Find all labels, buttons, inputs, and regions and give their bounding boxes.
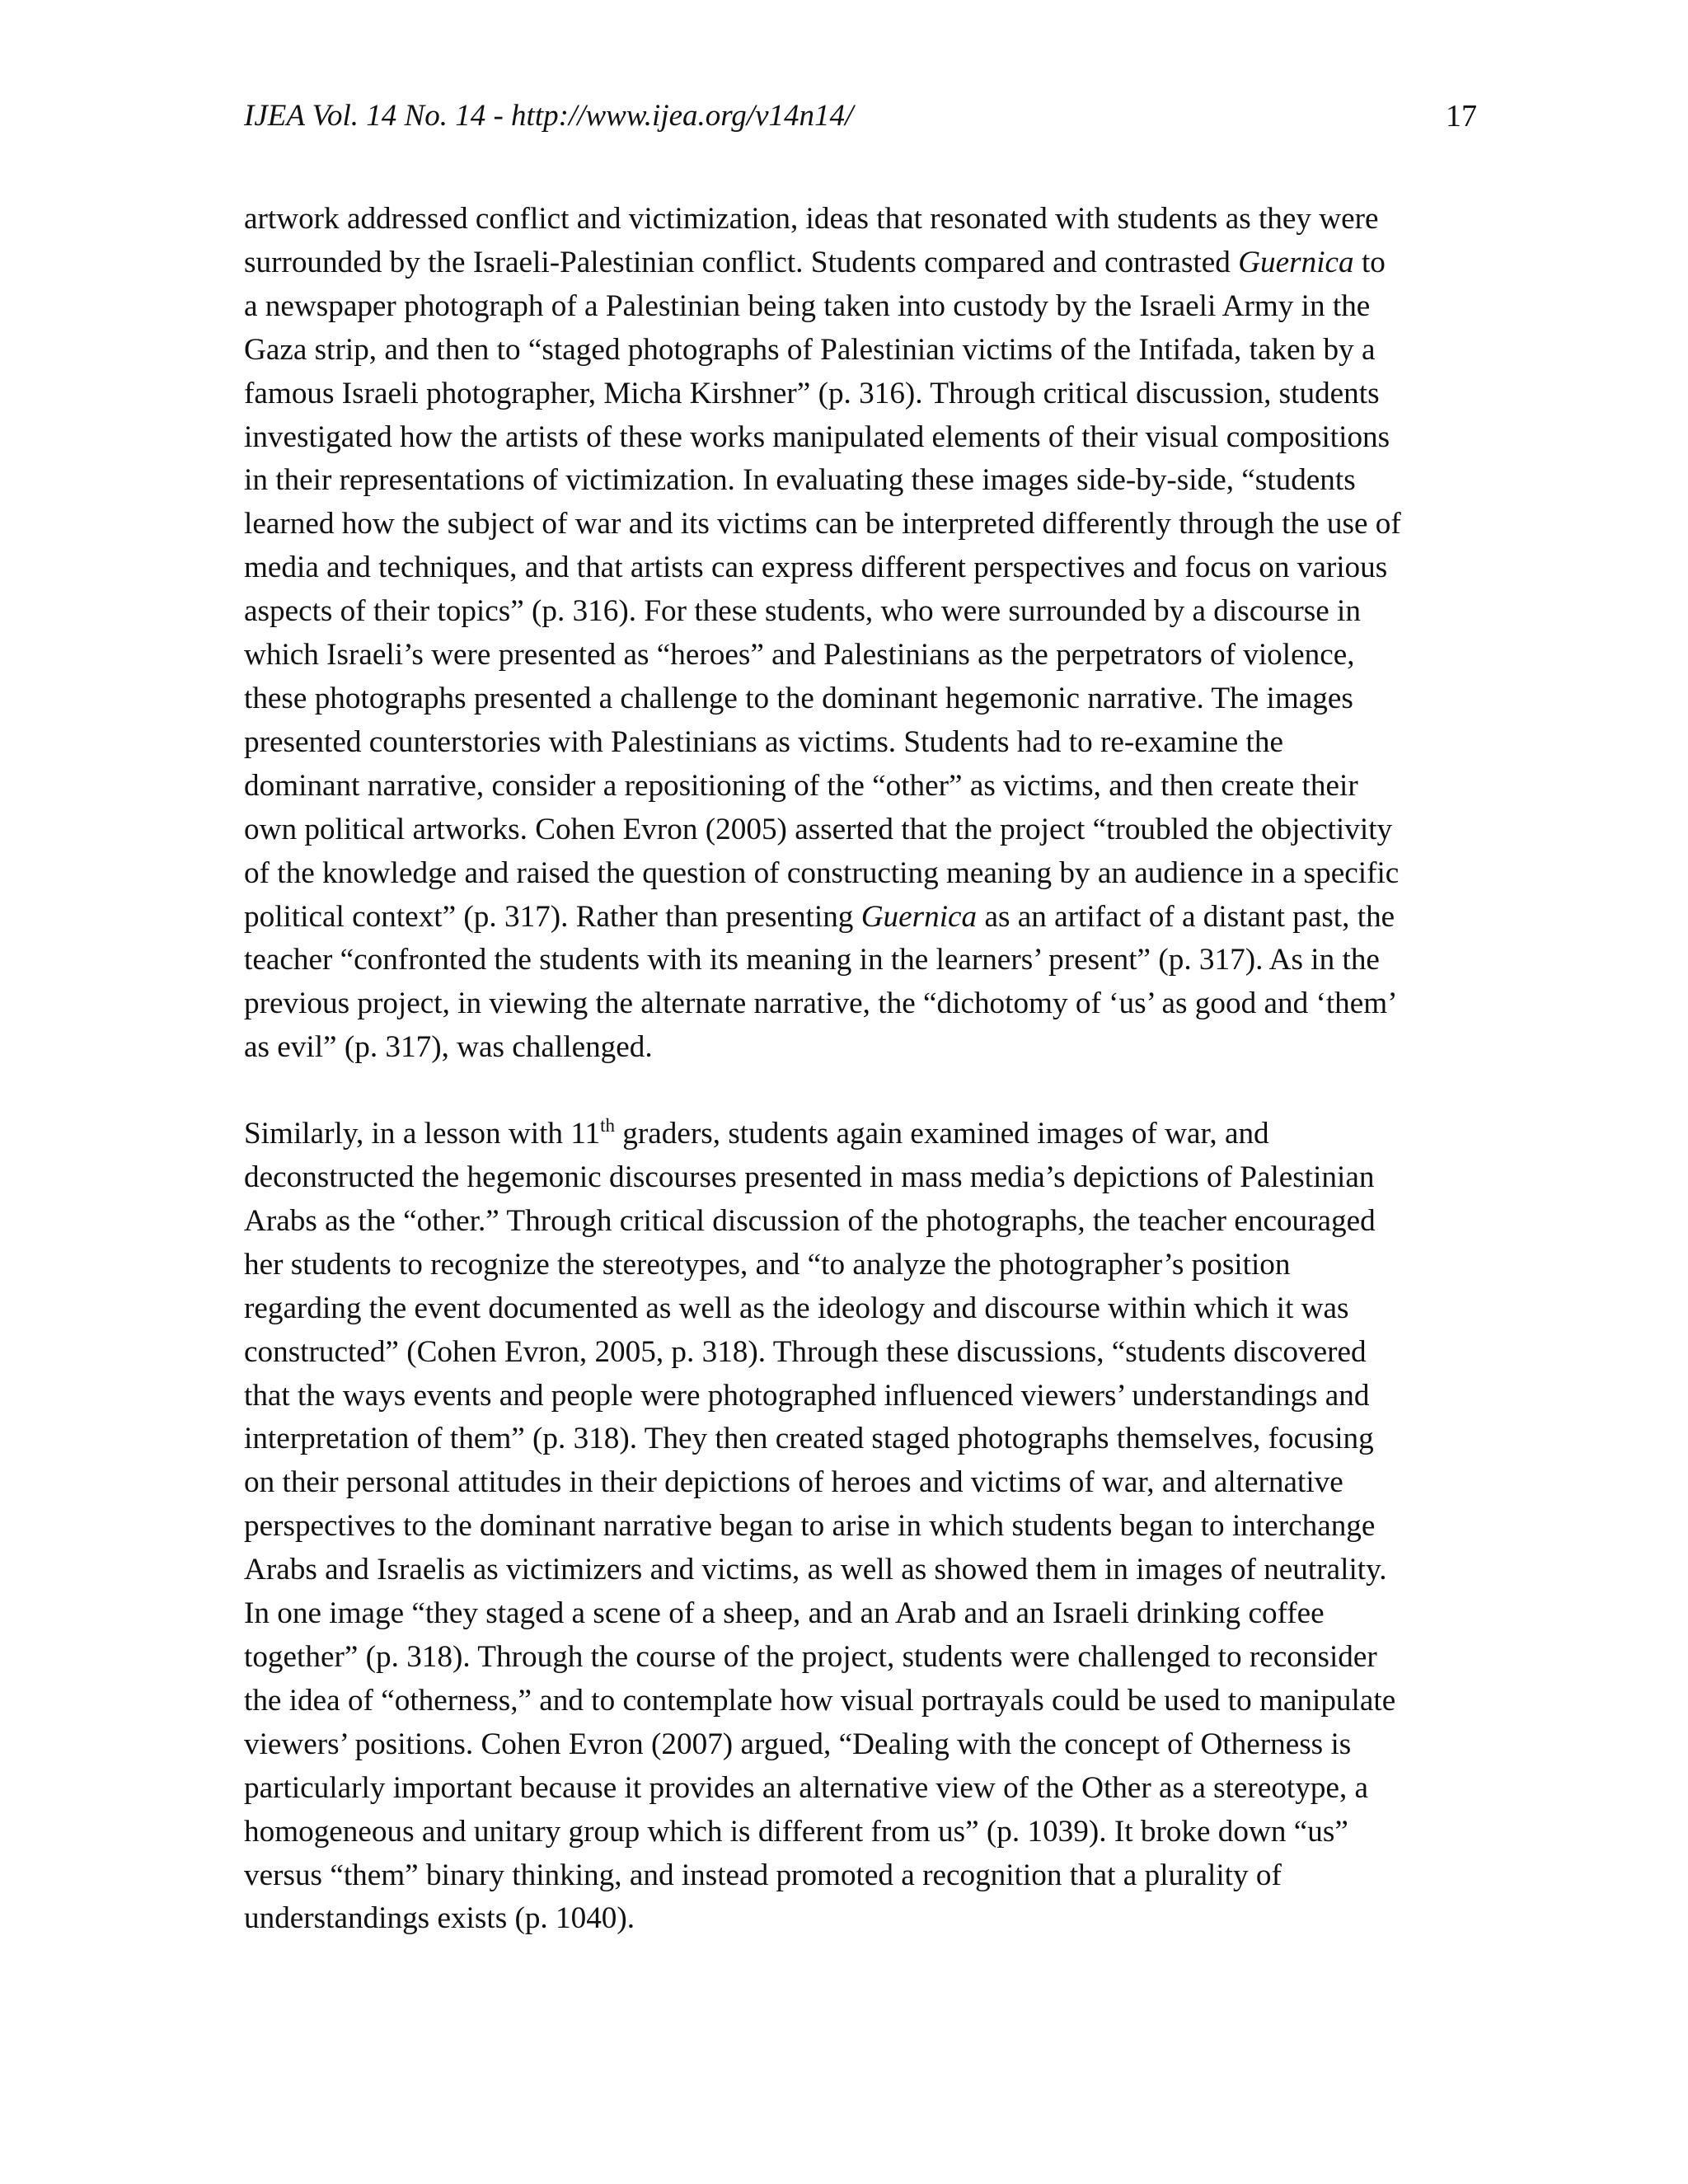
text-line [244, 1636, 1505, 1680]
text-line [244, 1287, 1505, 1331]
text-line [244, 1505, 1505, 1549]
line-text: political context” (p. 317). Rather than presenting [244, 899, 861, 934]
text-line [244, 808, 1505, 852]
text-line [244, 198, 1505, 241]
line-text: as evil” (p. 317), was challenged. [244, 1030, 653, 1065]
line-text: constructed” (Cohen Evron, 2005, p. 318). Through these discussions, “students discovered [244, 1334, 1367, 1369]
line-text: which Israeli’s were presented as “heroes” and Palestinians as the perpetrators of violence, [244, 638, 1355, 673]
text-line [244, 590, 1505, 634]
line-text: media and techniques, and that artists can express different perspectives and focus on various [244, 551, 1388, 585]
text-line [244, 1113, 1505, 1156]
text-line [244, 1026, 1505, 1070]
ordinal-superscript: th [600, 1115, 615, 1137]
line-text: Similarly, in a lesson with 11 [244, 1117, 601, 1151]
text-line [244, 1156, 1505, 1200]
text-line [244, 1244, 1505, 1287]
line-text: that the ways events and people were photographed influenced viewers’ understandings and [244, 1378, 1370, 1413]
text-line [244, 1375, 1505, 1418]
text-line [244, 503, 1505, 546]
line-text: investigated how the artists of these works manipulated elements of their visual compositions [244, 419, 1390, 454]
text-line [244, 765, 1505, 808]
line-text: artwork addressed conflict and victimization, ideas that resonated with students as they were [244, 202, 1379, 236]
text-line [244, 634, 1505, 677]
paragraph [244, 198, 1505, 1070]
line-text: own political artworks. Cohen Evron (2005) asserted that the project “troubled the objectivity [244, 812, 1393, 846]
text-line [244, 1897, 1505, 1941]
text-line [244, 373, 1505, 416]
text-line [244, 1767, 1505, 1811]
text-line [244, 285, 1505, 329]
text-line [244, 1549, 1505, 1592]
line-text: homogeneous and unitary group which is different from us” (p. 1039). It broke down “us” [244, 1814, 1348, 1849]
line-text: on their personal attitudes in their depictions of heroes and victims of war, and alternative [244, 1465, 1343, 1500]
text-line [244, 416, 1505, 460]
text-line [244, 896, 1505, 940]
text-line [244, 939, 1505, 982]
line-text: teacher “confronted the students with its meaning in the learners’ present” (p. 317). As in the [244, 943, 1380, 977]
journal-citation: IJEA Vol. 14 No. 14 - http://www.ijea.org/v14n14/ [244, 99, 854, 133]
line-text: as an artifact of a distant past, the [977, 899, 1395, 934]
line-text: surrounded by the Israeli-Palestinian conflict. Students compared and contrasted [244, 245, 1239, 279]
line-text: previous project, in viewing the alternate narrative, the “dichotomy of ‘us’ as good and ‘them’ [244, 987, 1398, 1021]
line-text: interpretation of them” (p. 318). They then created staged photographs themselves, focusing [244, 1422, 1374, 1456]
text-line [244, 677, 1505, 721]
line-text: viewers’ positions. Cohen Evron (2007) argued, “Dealing with the concept of Otherness is [244, 1727, 1352, 1761]
line-text: understandings exists (p. 1040). [244, 1901, 635, 1936]
line-text: her students to recognize the stereotypes, and “to analyze the photographer’s position [244, 1247, 1291, 1282]
italic-artwork-title: Guernica [860, 899, 978, 934]
line-text: versus “them” binary thinking, and instead promoted a recognition that a plurality of [244, 1858, 1282, 1892]
text-line [244, 1461, 1505, 1505]
text-line [244, 1592, 1505, 1636]
line-text: of the knowledge and raised the question of constructing meaning by an audience in a specific [244, 855, 1400, 890]
line-text: perspectives to the dominant narrative began to arise in which students began to interchange [244, 1509, 1376, 1544]
text-line [244, 329, 1505, 373]
text-line [244, 1680, 1505, 1723]
line-text: regarding the event documented as well as the ideology and discourse within which it was [244, 1291, 1349, 1325]
line-text: graders, students again examined images of war, and [615, 1117, 1269, 1151]
text-line [244, 1811, 1505, 1854]
line-text: the idea of “otherness,” and to contemplate how visual portrayals could be used to manipulate [244, 1683, 1396, 1718]
text-line [244, 1331, 1505, 1375]
line-text: aspects of their topics” (p. 316). For these students, who were surrounded by a discourse in [244, 594, 1361, 629]
body-text [244, 198, 1505, 1941]
line-text: together” (p. 318). Through the course of the project, students were challenged to reconsider [244, 1640, 1377, 1674]
line-text: to [1353, 245, 1386, 279]
line-text: In one image “they staged a scene of a sheep, and an Arab and an Israeli drinking coffee [244, 1596, 1325, 1631]
text-line [244, 852, 1505, 896]
paragraph [244, 1113, 1505, 1941]
running-header [244, 96, 1477, 137]
line-text: Arabs as the “other.” Through critical discussion of the photographs, the teacher encouraged [244, 1203, 1376, 1238]
line-text: learned how the subject of war and its victims can be interpreted differently through the use of [244, 507, 1401, 541]
line-text: these photographs presented a challenge to the dominant hegemonic narrative. The images [244, 681, 1353, 715]
line-text: famous Israeli photographer, Micha Kirshner” (p. 316). Through critical discussion, students [244, 376, 1380, 410]
line-text: particularly important because it provides an alternative view of the Other as a stereotype, a [244, 1770, 1369, 1805]
text-line [244, 1723, 1505, 1767]
text-line [244, 1854, 1505, 1898]
text-line [244, 1200, 1505, 1244]
text-line [244, 459, 1505, 503]
text-line [244, 241, 1505, 285]
line-text: Arabs and Israelis as victimizers and victims, as well as showed them in images of neutrality. [244, 1553, 1387, 1587]
text-line [244, 546, 1505, 590]
text-line [244, 721, 1505, 765]
text-line [244, 982, 1505, 1026]
text-line [244, 1418, 1505, 1461]
line-text: Gaza strip, and then to “staged photographs of Palestinian victims of the Intifada, taken by a [244, 332, 1376, 367]
line-text: a newspaper photograph of a Palestinian being taken into custody by the Israeli Army in the [244, 288, 1371, 323]
line-text: presented counterstories with Palestinians as victims. Students had to re-examine the [244, 724, 1283, 759]
line-text: dominant narrative, consider a repositioning of the “other” as victims, and then create their [244, 768, 1358, 803]
italic-artwork-title: Guernica [1238, 245, 1354, 279]
line-text: deconstructed the hegemonic discourses presented in mass media’s depictions of Palestinian [244, 1160, 1375, 1195]
line-text: in their representations of victimization. In evaluating these images side-by-side, “students [244, 463, 1356, 498]
page-number: 17 [1446, 99, 1477, 134]
